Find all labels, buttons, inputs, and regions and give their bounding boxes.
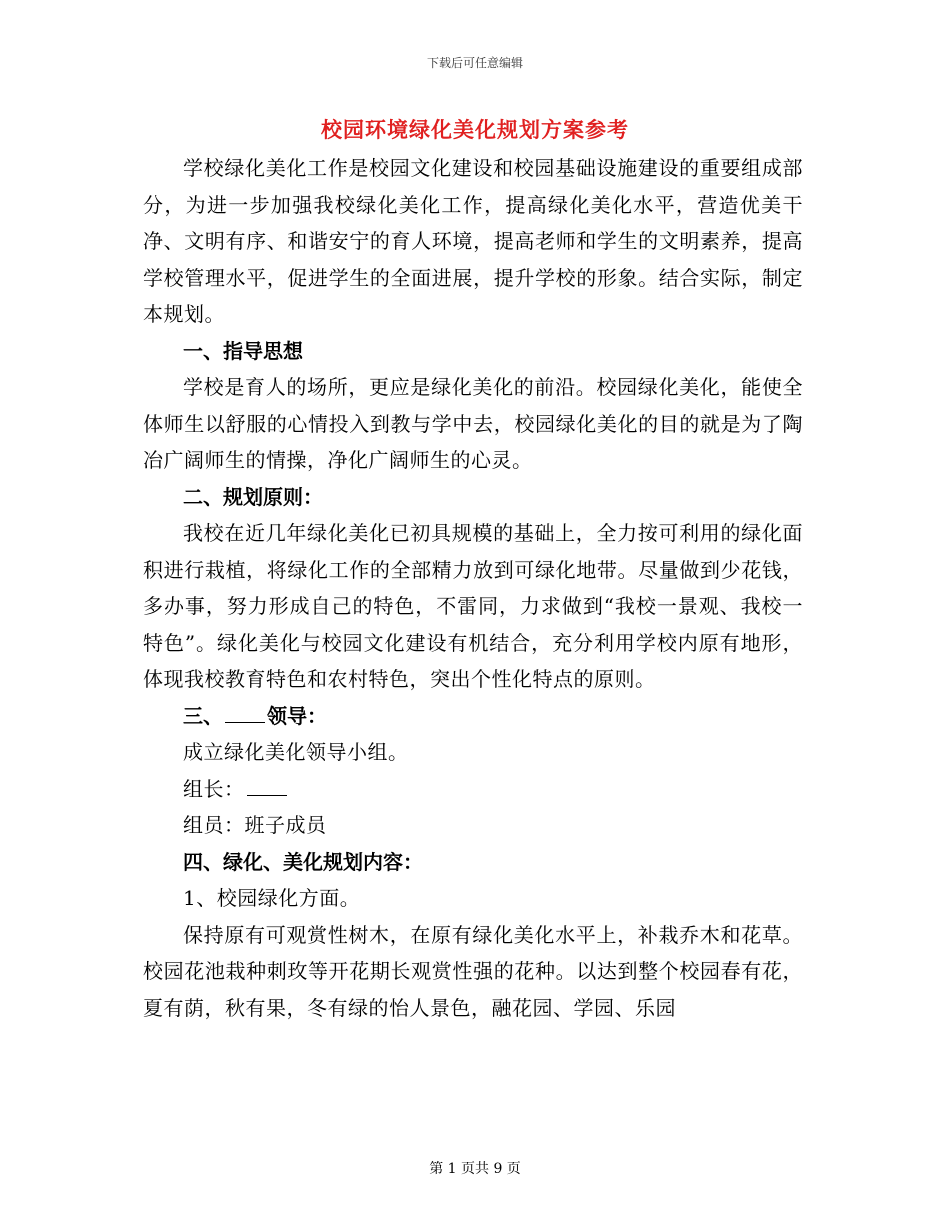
heading-blank-line	[225, 704, 265, 723]
page-header: 下载后可任意编辑	[426, 56, 523, 70]
section-3-leader-line	[143, 771, 803, 808]
section-4-heading: 四、绿化、美化规划内容：	[183, 849, 423, 874]
section-3-members-line: 组员：班子成员	[183, 813, 327, 837]
section-3-heading	[143, 698, 803, 735]
leader-label: 组长：	[183, 776, 245, 801]
section-1-heading: 一、指导思想	[183, 338, 303, 363]
section-2-heading: 二、规划原则：	[183, 484, 323, 509]
section-4-subheading: 1、校园绿化方面。	[183, 886, 361, 910]
intro-paragraph: 学校绿化美化工作是校园文化建设和校园基础设施建设的重要组成部分，为进一步加强我校绿化美化工作，提高绿化美化水平，营造优美干净、文明有序、和谐安宁的育人环境，提高老师和学生的文明素养，提高学校管理水平，促进学生的全面进展，提升学校的形象。结合实际，制定本规划。	[143, 156, 803, 326]
section-3-heading-suffix: 领导：	[267, 703, 327, 728]
section-3-heading-prefix: 三、	[183, 703, 223, 728]
section-4-paragraph: 保持原有可观赏性树木，在原有绿化美化水平上，补栽乔木和花草。校园花池栽种刺玫等开花期长观赏性强的花种。以达到整个校园春有花，夏有荫，秋有果，冬有绿的怡人景色，融花园、学园、乐园	[143, 922, 803, 1020]
section-3-line-1: 成立绿化美化领导小组。	[183, 740, 409, 764]
document-body	[143, 150, 803, 1026]
section-2-paragraph: 我校在近几年绿化美化已初具规模的基础上，全力按可利用的绿化面积进行栽植，将绿化工作的全部精力放到可绿化地带。尽量做到少花钱，多办事，努力形成自己的特色，不雷同，力求做到“我校一景观、我校一特色”。绿化美化与校园文化建设有机结合，充分利用学校内原有地形，体现我校教育特色和农村特色，突出个性化特点的原则。	[143, 521, 803, 691]
leader-blank-line	[247, 777, 287, 796]
document-title: 校园环境绿化美化规划方案参考	[321, 118, 629, 142]
page-footer: 第 1 页共 9 页	[429, 1161, 521, 1177]
section-1-paragraph: 学校是育人的场所，更应是绿化美化的前沿。校园绿化美化，能使全体师生以舒服的心情投入到教与学中去，校园绿化美化的目的就是为了陶冶广阔师生的情操，净化广阔师生的心灵。	[143, 375, 803, 472]
